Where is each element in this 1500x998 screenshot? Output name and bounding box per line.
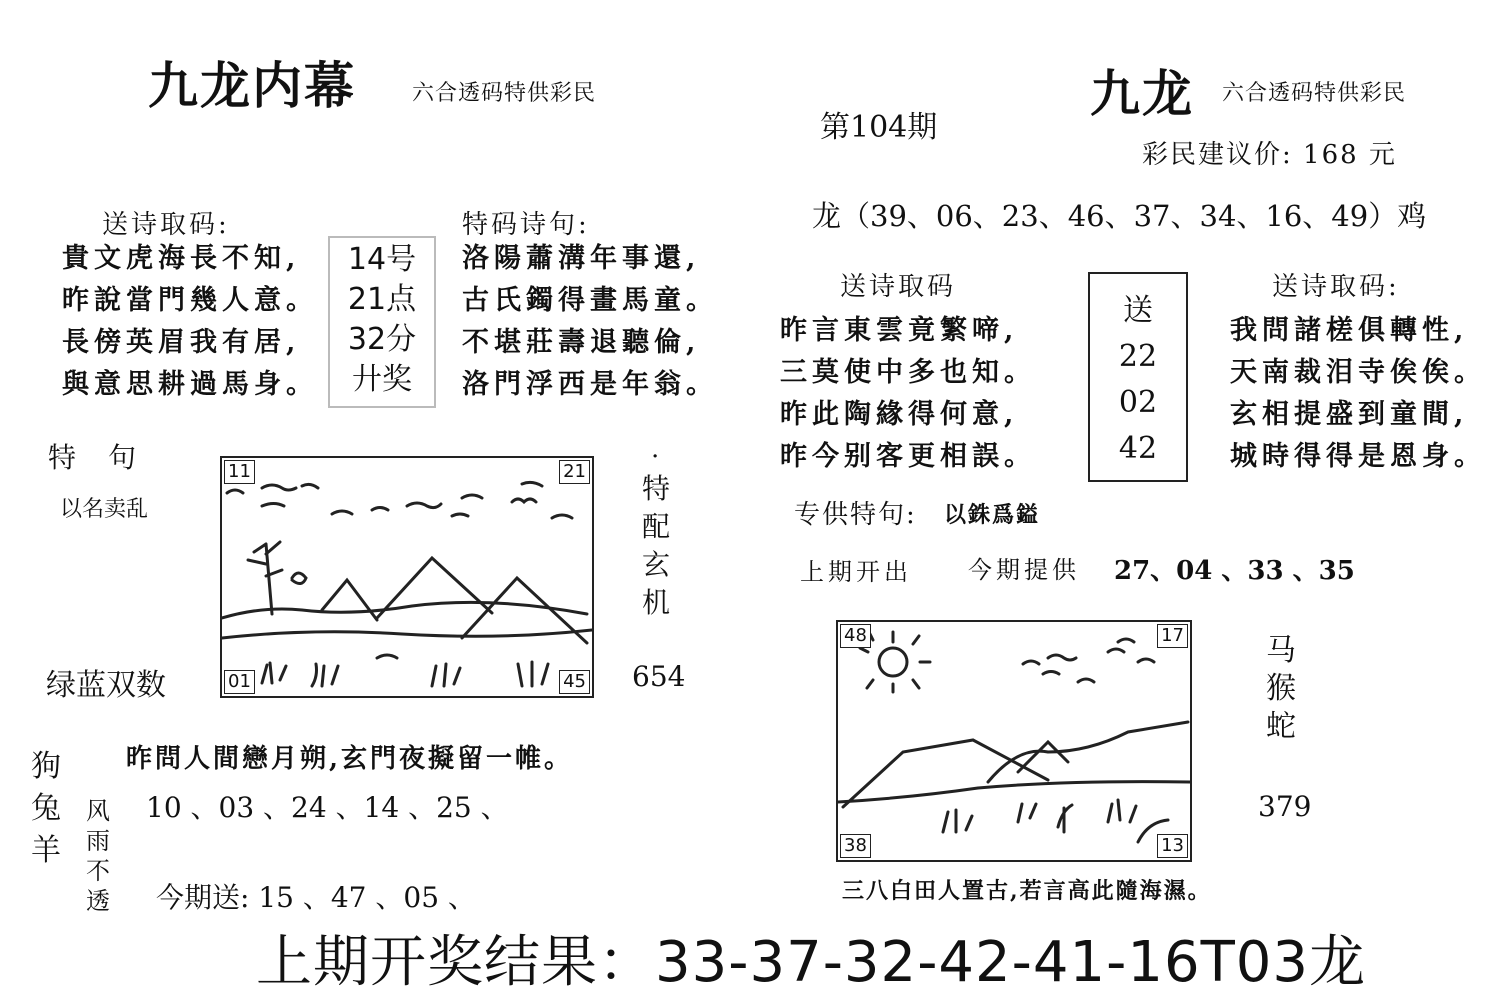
right-subtitle: 六合透码特供彩民	[1222, 81, 1407, 106]
box-line: 送	[1123, 293, 1153, 328]
box-line: 14号	[347, 242, 417, 277]
te-ju-label: 特 句	[48, 441, 139, 474]
left-title: 九龙内幕	[148, 56, 356, 115]
box-line: 22	[1118, 339, 1158, 374]
special-poem-line: 不堪莊壽退聽倫,	[462, 327, 701, 358]
picture-corner-number: 17	[1157, 624, 1188, 648]
special-poem-line: 古氏鐲得畫馬童。	[462, 285, 718, 316]
special-side-label: 特配玄机	[641, 472, 670, 619]
right-poem-line: 昨此陶緣得何意,	[780, 399, 1019, 430]
left-poem-line: 貴文虎海長不知,	[62, 243, 301, 274]
left-landscape-picture	[220, 456, 594, 698]
special-poem	[462, 238, 718, 406]
box-line: 42	[1118, 431, 1158, 466]
right-poem-line: 三莫使中多也知。	[780, 357, 1036, 388]
right-center-box	[1088, 272, 1188, 482]
picture-corner-number: 13	[1157, 834, 1188, 858]
last-issue-label: 上期开出	[800, 558, 912, 586]
right-side-number: 379	[1258, 790, 1312, 823]
box-line: 32分	[347, 322, 417, 357]
provided-numbers: 27、04 、33 、35	[1114, 556, 1355, 586]
right-landscape-picture	[836, 620, 1192, 862]
special-poem-line: 洛陽蕭溝年事還,	[462, 243, 701, 274]
left-poem-line: 昨說當門幾人意。	[62, 285, 318, 316]
special-sentence-value: 以銖爲鎰	[944, 502, 1041, 528]
picture-corner-number: 21	[559, 460, 590, 484]
right-caption: 三八白田人置古,若言高此隨海濕。	[842, 878, 1212, 904]
wind-label: 风雨不透	[86, 797, 110, 915]
price: 彩民建议价: 168 元	[1142, 140, 1397, 170]
right-poem-line: 天南裁泪寺俟俟。	[1230, 357, 1486, 388]
left-poem	[62, 238, 318, 406]
right-poem-header-left: 送诗取码	[840, 272, 957, 302]
right-poem-header-right: 送诗取码:	[1272, 272, 1400, 302]
left-poem-header: 送诗取码:	[102, 210, 230, 240]
green-blue-label: 绿蓝双数	[46, 668, 166, 703]
picture-corner-number: 01	[224, 670, 255, 694]
special-sentence-label: 专供特句:	[794, 500, 917, 530]
special-poem-line: 洛門浮西是年翁。	[462, 369, 718, 400]
issue-number: 第104期	[820, 110, 938, 145]
right-poem-line: 昨今别客更相誤。	[780, 441, 1036, 472]
side-label-dot: ·	[652, 446, 659, 467]
picture-corner-number: 45	[559, 670, 590, 694]
special-poem-header: 特码诗句:	[462, 210, 590, 240]
left-animals: 狗兔羊	[31, 749, 61, 868]
dragon-number-line: 龙（39、06、23、46、37、34、16、49）鸡	[812, 199, 1427, 233]
left-riddle: 昨問人間戀月朔,玄門夜擬留一帷。	[126, 744, 574, 774]
this-issue-label: 今期提供	[968, 556, 1080, 584]
left-poem-line: 長傍英眉我有居,	[62, 327, 301, 358]
box-line: 廾奖	[352, 362, 412, 397]
left-side-number: 654	[632, 660, 686, 693]
right-poem-right	[1230, 310, 1486, 478]
right-animals: 马猴蛇	[1266, 633, 1296, 744]
last-draw-result: 上期开奖结果：33-37-32-42-41-16T03龙	[256, 930, 1367, 995]
right-poem-line: 我問諸槎俱轉性,	[1230, 315, 1469, 346]
picture-corner-number: 48	[840, 624, 871, 648]
box-line: 02	[1118, 385, 1158, 420]
left-center-box	[328, 236, 436, 408]
landscape-drawing	[222, 458, 592, 696]
left-poem-line: 與意思耕過馬身。	[62, 369, 318, 400]
right-poem-line: 城時得得是恩身。	[1230, 441, 1486, 472]
left-number-list: 10 、03 、24 、14 、25 、	[146, 791, 509, 824]
today-send: 今期送: 15 、47 、05 、	[156, 881, 476, 914]
te-ju-value: 以名卖乱	[60, 497, 149, 522]
right-poem-left	[780, 310, 1036, 478]
right-title: 九龙	[1090, 64, 1194, 123]
left-subtitle: 六合透码特供彩民	[412, 81, 597, 106]
box-line: 21点	[347, 282, 417, 317]
picture-corner-number: 11	[224, 460, 255, 484]
picture-corner-number: 38	[840, 834, 871, 858]
landscape-drawing	[838, 622, 1190, 860]
right-poem-line: 玄相提盛到童間,	[1230, 399, 1469, 430]
right-poem-line: 昨言東雲竟繁啼,	[780, 315, 1019, 346]
